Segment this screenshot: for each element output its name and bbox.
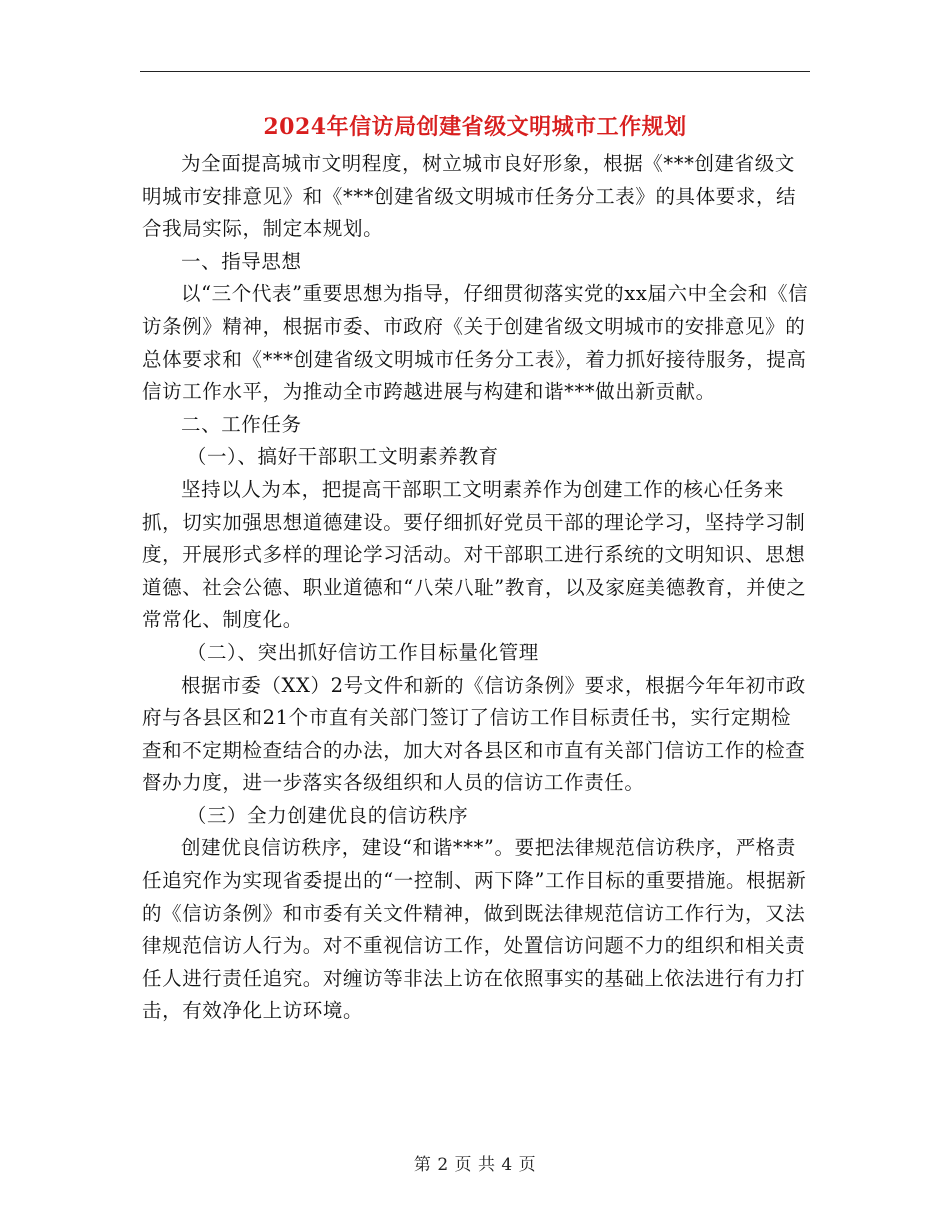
page-number-footer: 第 2 页 共 4 页: [413, 1155, 537, 1175]
document-body: [142, 148, 810, 1028]
paragraph-subsection-2: 根据市委（XX）2号文件和新的《信访条例》要求，根据今年年初市政府与各县区和21个市直有关部门签订了信访工作目标责任书，实行定期检查和不定期检查结合的办法，加大对各县区和市直有关部门信访工作的检查督办力度，进一步落实各级组织和人员的信访工作责任。: [142, 673, 806, 795]
document-title: 2024年信访局创建省级文明城市工作规划: [263, 114, 687, 140]
paragraph-subsection-3: 创建优良信访秩序，建设“和谐***”。要把法律规范信访秩序，严格责任追究作为实现省委提出的“一控制、两下降”工作目标的重要措施。根据新的《信访条例》和市委有关文件精神，做到既法律规范信访工作行为，又法律规范信访人行为。对不重视信访工作，处置信访问题不力的组织和相关责任人进行责任追究。对缠访等非法上访在依照事实的基础上依法进行有力打击，有效净化上访环境。: [142, 836, 807, 1023]
paragraph-guiding-ideology: 以“三个代表”重要思想为指导，仔细贯彻落实党的xx届六中全会和《信访条例》精神，根据市委、市政府《关于创建省级文明城市的安排意见》的总体要求和《***创建省级文明城市任务分工表》，着力抓好接待服务，提高信访工作水平，为推动全市跨越进展与构建和谐***做出新贡献。: [142, 282, 809, 404]
subsection-heading-1: （一）、搞好干部职工文明素养教育: [186, 445, 499, 469]
subsection-heading-2: （二）、突出抓好信访工作目标量化管理: [186, 640, 539, 664]
header-rule: [140, 71, 810, 72]
intro-paragraph: 为全面提高城市文明程度，树立城市良好形象，根据《***创建省级文明城市安排意见》和《***创建省级文明城市任务分工表》的具体要求，结合我局实际，制定本规划。: [142, 152, 797, 241]
section-heading-guiding-ideology: 一、指导思想: [181, 249, 302, 273]
section-heading-work-tasks: 二、工作任务: [181, 412, 302, 436]
paragraph-subsection-1: 坚持以人为本，把提高干部职工文明素养作为创建工作的核心任务来抓，切实加强思想道德建设。要仔细抓好党员干部的理论学习，坚持学习制度，开展形式多样的理论学习活动。对干部职工进行系统的文明知识、思想道德、社会公德、职业道德和“八荣八耻”教育，以及家庭美德教育，并使之常常化、制度化。: [142, 477, 807, 632]
subsection-heading-3: （三）全力创建优良的信访秩序: [186, 803, 469, 827]
